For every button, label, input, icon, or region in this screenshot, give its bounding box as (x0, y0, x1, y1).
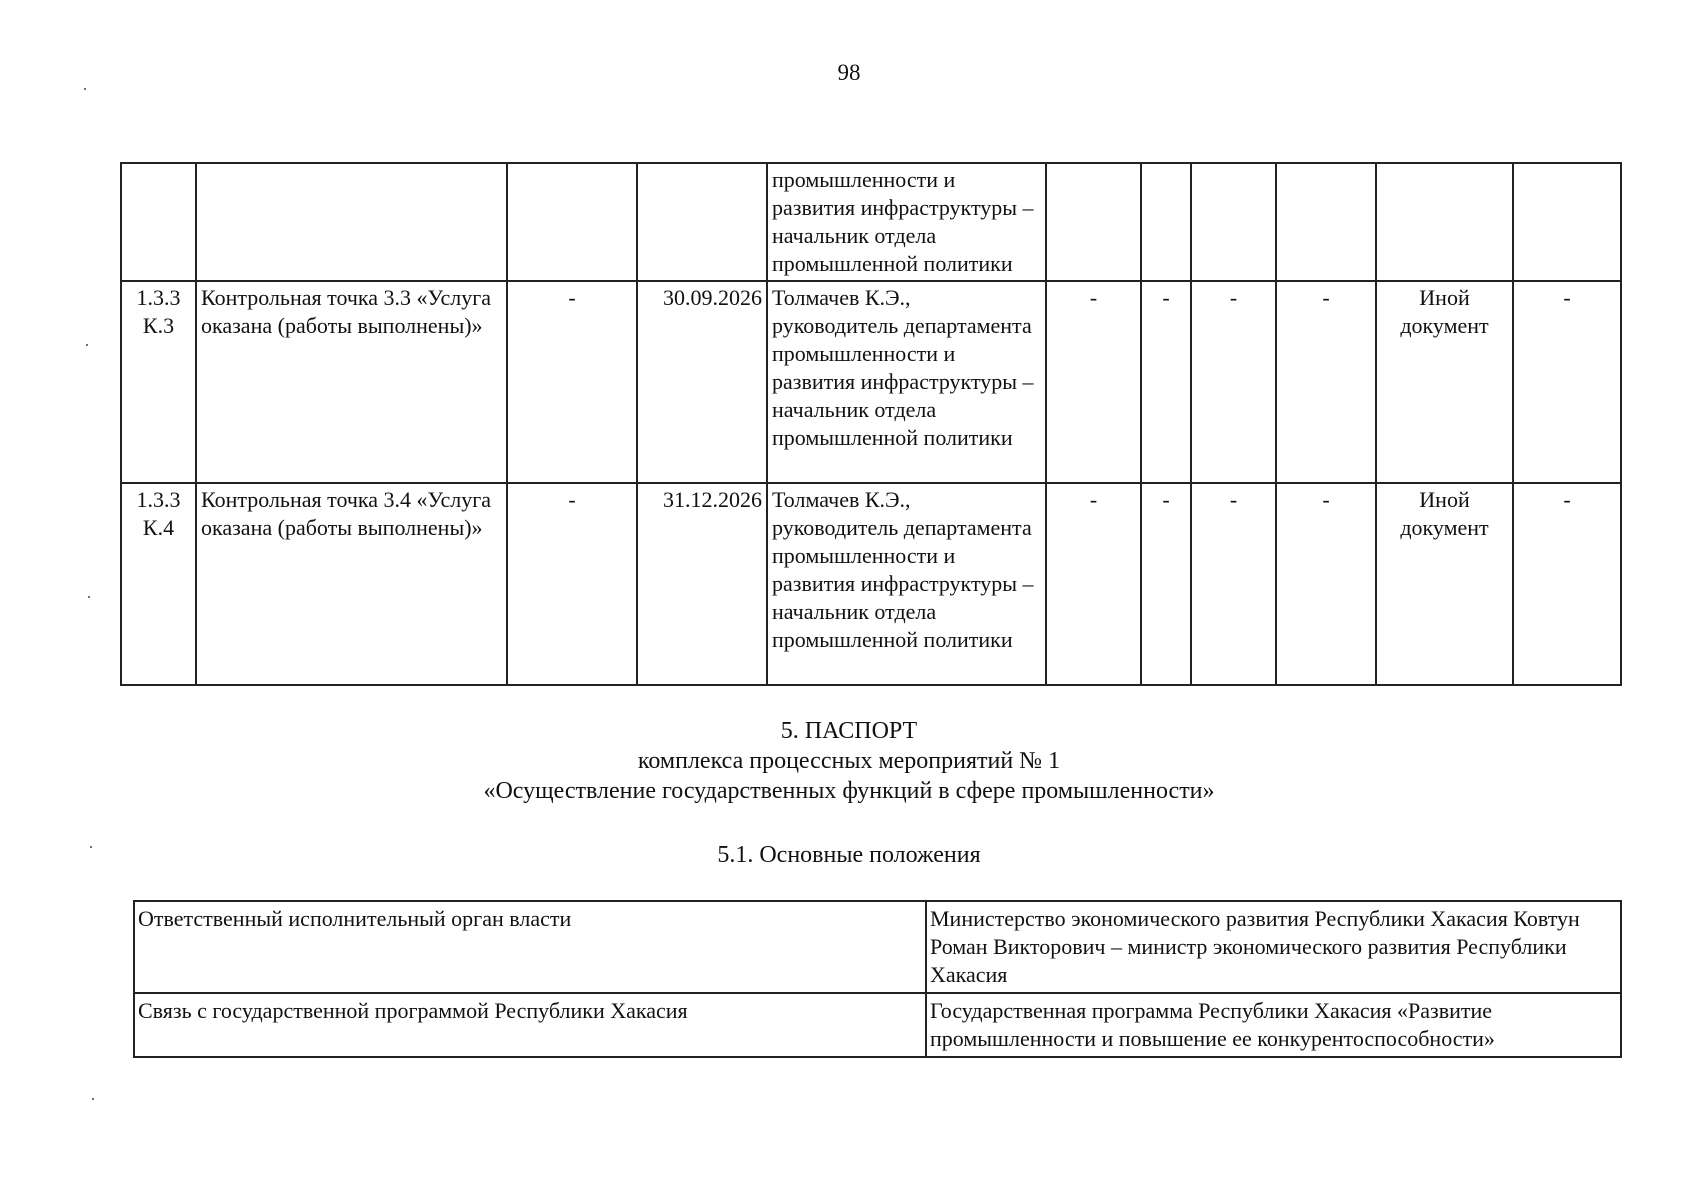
subsection-title: 5.1. Основные положения (717, 842, 981, 868)
table-row (121, 483, 1621, 685)
dash-cell: - (1276, 281, 1376, 483)
document-type-cell: Иной документ (1376, 483, 1513, 685)
row-number-cell (121, 163, 196, 281)
event-name-cell (196, 163, 507, 281)
end-date-cell: 30.09.2026 (637, 281, 767, 483)
scan-speck (90, 846, 92, 848)
dash-cell: - (1276, 483, 1376, 685)
start-date-cell: - (507, 281, 637, 483)
scan-speck (86, 344, 88, 346)
end-date-cell: 31.12.2026 (637, 483, 767, 685)
responsible-cell: промышленности и развития инфраструктуры – начальник отдела промышленной политики (767, 163, 1046, 281)
scan-speck (84, 88, 86, 90)
dash-cell: - (1513, 281, 1621, 483)
scan-speck (92, 1098, 94, 1100)
row-number-cell: 1.3.3 К.4 (121, 483, 196, 685)
event-name-cell: Контрольная точка 3.4 «Услуга оказана (работы выполнены)» (196, 483, 507, 685)
page-number: 98 (837, 60, 861, 85)
dash-cell: - (1046, 483, 1141, 685)
start-date-cell: - (507, 483, 637, 685)
dash-cell: - (1141, 483, 1191, 685)
dash-cell: - (1191, 281, 1276, 483)
control-points-table (120, 162, 1622, 686)
dash-cell (1191, 163, 1276, 281)
provision-value-cell: Министерство экономического развития Республики Хакасия Ковтун Роман Викторович – министр экономического развития Республики Хакасия (926, 901, 1621, 993)
document-type-cell (1376, 163, 1513, 281)
responsible-cell: Толмачев К.Э., руководитель департамента промышленности и развития инфраструктуры – начальник отдела промышленной политики (767, 483, 1046, 685)
provision-value-cell: Государственная программа Республики Хакасия «Развитие промышленности и повышение ее конкурентоспособности» (926, 993, 1621, 1057)
row-number-cell: 1.3.3 К.3 (121, 281, 196, 483)
section-subtitle: комплекса процессных мероприятий № 1 (637, 748, 1061, 774)
dash-cell (1141, 163, 1191, 281)
table-row (134, 993, 1621, 1057)
dash-cell (1513, 163, 1621, 281)
start-date-cell (507, 163, 637, 281)
table-row (121, 281, 1621, 483)
dash-cell: - (1046, 281, 1141, 483)
table-row (121, 163, 1621, 281)
document-type-cell: Иной документ (1376, 281, 1513, 483)
section-program-name: «Осуществление государственных функций в сфере промышленности» (483, 778, 1215, 804)
scan-speck (88, 596, 90, 598)
dash-cell: - (1141, 281, 1191, 483)
dash-cell (1276, 163, 1376, 281)
dash-cell: - (1513, 483, 1621, 685)
event-name-cell: Контрольная точка 3.3 «Услуга оказана (работы выполнены)» (196, 281, 507, 483)
main-provisions-table (133, 900, 1622, 1058)
dash-cell (1046, 163, 1141, 281)
provision-label-cell: Ответственный исполнительный орган власти (134, 901, 926, 993)
provision-label-cell: Связь с государственной программой Республики Хакасия (134, 993, 926, 1057)
responsible-cell: Толмачев К.Э., руководитель департамента промышленности и развития инфраструктуры – начальник отдела промышленной политики (767, 281, 1046, 483)
end-date-cell (637, 163, 767, 281)
table-row (134, 901, 1621, 993)
dash-cell: - (1191, 483, 1276, 685)
section-title: 5. ПАСПОРТ (780, 718, 918, 744)
